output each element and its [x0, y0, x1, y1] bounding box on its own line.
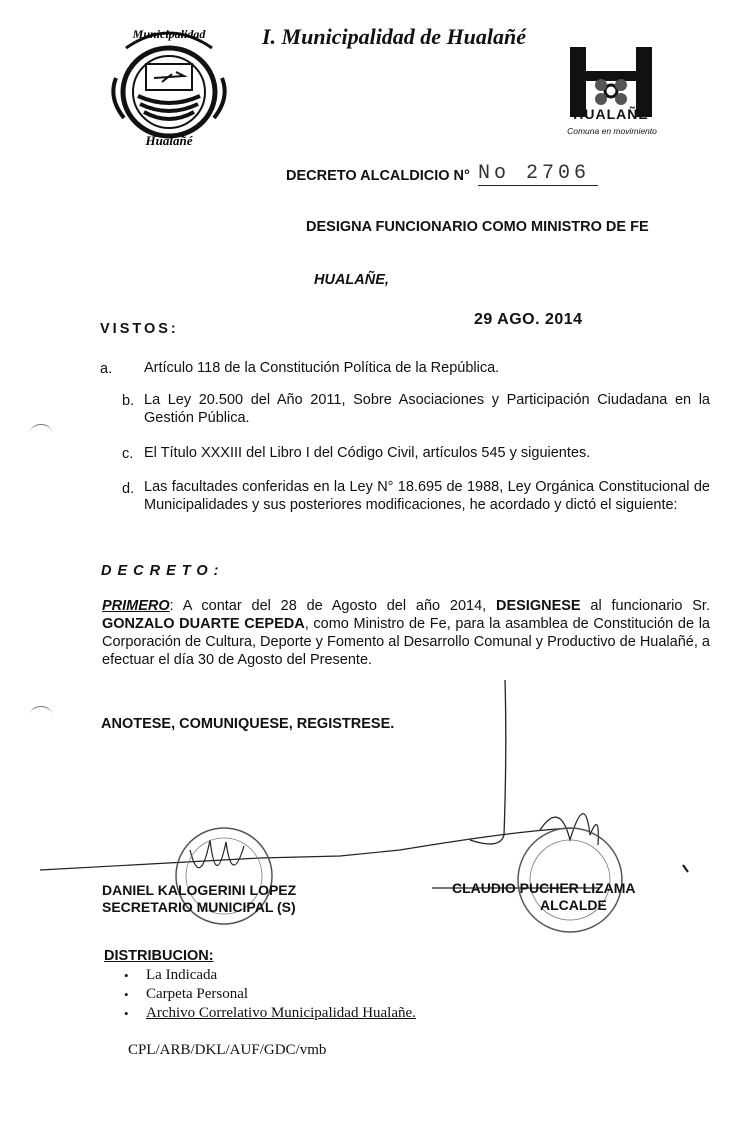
primero-paragraph — [102, 597, 710, 669]
logo-name: HUALAÑE — [573, 106, 649, 122]
logo-tagline: Comuna en movimiento — [567, 126, 657, 136]
vistos-item-b: La Ley 20.500 del Año 2011, Sobre Asociaciones y Participación Ciudadana en la Gestión Pública. — [144, 392, 710, 426]
designese-word: DESIGNESE — [495, 598, 581, 614]
decree-number: No 2706 — [478, 162, 598, 186]
date-stamp: 29 AGO. 2014 — [474, 311, 583, 328]
official-name: GONZALO DUARTE CEPEDA — [102, 616, 305, 632]
decree-place: HUALAÑE, — [314, 272, 389, 288]
vistos-heading: VISTOS: — [100, 321, 179, 337]
vistos-item-a: Artículo 118 de la Constitución Política de la República. — [144, 360, 500, 376]
hualane-commune-logo — [566, 30, 656, 140]
reference-initials: CPL/ARB/DKL/AUF/GDC/vmb — [128, 1042, 327, 1058]
primero-text-2: al funcionario Sr. — [580, 598, 710, 614]
closing-formula: ANOTESE, COMUNIQUESE, REGISTRESE. — [101, 716, 395, 732]
vistos-letter-d: d. — [122, 481, 135, 497]
vistos-item-c: El Título XXXIII del Libro I del Código Civil, artículos 545 y siguientes. — [144, 445, 591, 461]
svg-text:Municipalidad: Municipalidad — [132, 27, 206, 41]
vistos-letter-c: c. — [122, 446, 134, 462]
punch-hole-mark — [30, 706, 52, 723]
primero-text-1: : A contar del 28 de Agosto del año 2014, — [169, 598, 496, 614]
right-signatory-block — [452, 880, 652, 914]
distribucion-list — [124, 966, 416, 1023]
decree-subject: DESIGNA FUNCIONARIO COMO MINISTRO DE FE — [306, 219, 649, 235]
list-item: • La Indicada — [124, 966, 416, 985]
right-signatory-title: ALCALDE — [540, 897, 607, 913]
vistos-letter-b: b. — [122, 393, 135, 409]
list-item: • Carpeta Personal — [124, 985, 416, 1004]
municipality-title: I. Municipalidad de Hualañé — [262, 24, 527, 49]
right-signatory-name: CLAUDIO PUCHER LIZAMA — [452, 880, 636, 896]
decree-label: DECRETO ALCALDICIO N° — [286, 168, 470, 184]
primero-text-3: , como Ministro de Fe, para la asamblea de Constitución de la Corporación de Cultura, Deporte y Fomento al Desarrollo Comunal y Productivo de Hualañé, a efectuar el día 30 de Agosto del Presente. — [102, 616, 710, 668]
distribucion-heading: DISTRIBUCION: — [104, 948, 214, 964]
primero-label: PRIMERO — [102, 598, 170, 614]
left-signatory-name: DANIEL KALOGERINI LOPEZ — [102, 882, 297, 898]
svg-text:Hualañé: Hualañé — [145, 133, 193, 148]
list-item: • Archivo Correlativo Municipalidad Hualañe. — [124, 1004, 416, 1023]
left-signatory-title: SECRETARIO MUNICIPAL (S) — [102, 899, 296, 915]
vistos-item-d: Las facultades conferidas en la Ley N° 18.695 de 1988, Ley Orgánica Constitucional de Municipalidades y sus posteriores modificaciones, he acordado y dictó el siguiente: — [144, 479, 710, 513]
punch-hole-mark — [30, 424, 52, 441]
vistos-letter-a: a. — [100, 361, 113, 377]
municipal-seal-logo — [106, 18, 232, 148]
decreto-heading: DECRETO: — [101, 563, 225, 579]
left-signatory-block — [102, 882, 296, 916]
